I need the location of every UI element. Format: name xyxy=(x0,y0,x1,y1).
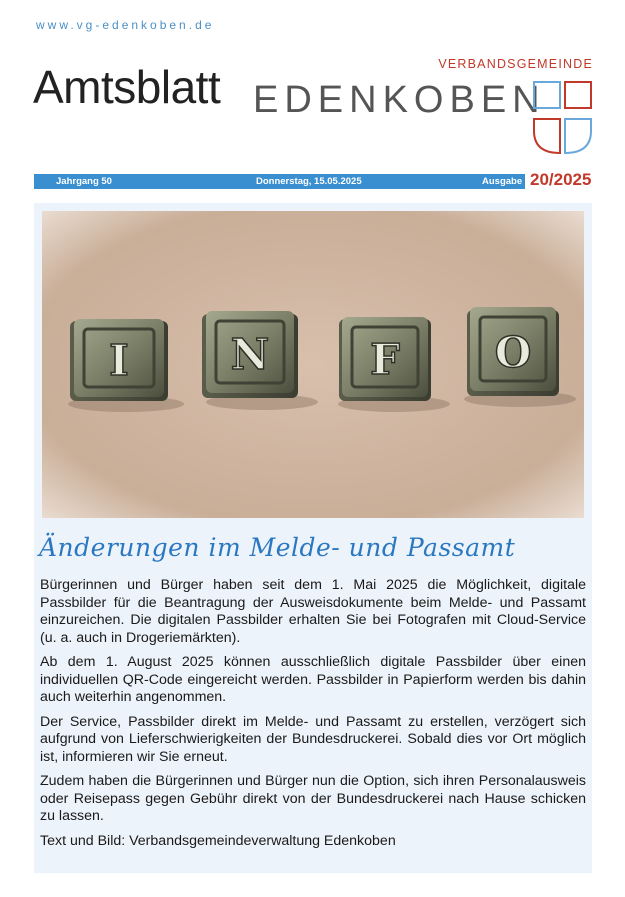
brand-subtitle: VERBANDSGEMEINDE xyxy=(438,57,593,71)
article-headline: Änderungen im Melde- und Passamt xyxy=(39,533,516,562)
coat-of-arms-icon xyxy=(533,81,593,155)
dice-letter-o: O xyxy=(494,328,532,377)
brand-logo xyxy=(253,55,593,155)
volume-label: Jahrgang 50 xyxy=(56,176,112,187)
issue-number: 20/2025 xyxy=(530,170,592,189)
website-link[interactable]: www.vg-edenkoben.de xyxy=(36,18,215,32)
article-body xyxy=(40,577,586,857)
info-dice-image xyxy=(42,211,584,518)
dice-letter-n: N xyxy=(230,330,270,379)
paragraph: Der Service, Passbilder direkt im Melde- und Passamt zu erstellen, verzögert sich aufgrund von Lieferschwierigkeiten der Bundesdruckerei. Sobald dies vor Ort möglich ist, informieren wir Sie erneut. xyxy=(40,713,586,765)
issue-date: Donnerstag, 15.05.2025 xyxy=(256,176,362,187)
article-credit: Text und Bild: Verbandsgemeindeverwaltung Edenkoben xyxy=(40,832,396,849)
page-title: Amtsblatt xyxy=(33,61,221,113)
paragraph: Bürgerinnen und Bürger haben seit dem 1. Mai 2025 die Möglichkeit, digitale Passbilder für die Beantragung der Ausweisdokumente beim Melde- und Passamt einzureichen. Die digitalen Passbilder erhalten Sie bei Fotografen mit Cloud-Service (u. a. auch in Drogeriemärkten). xyxy=(40,577,586,646)
paragraph: Zudem haben die Bürgerinnen und Bürger nun die Option, sich ihren Personalausweis oder Reisepass gegen Gebühr direkt von der Bundesdruckerei nach Hause schicken zu lassen. xyxy=(40,773,586,824)
dice-letter-f: F xyxy=(370,335,400,384)
issue-label: Ausgabe xyxy=(482,176,523,187)
paragraph: Ab dem 1. August 2025 können ausschließlich digitale Passbilder über einen individuellen QR-Code eingereicht werden. Passbilder in Papierform werden bis dahin auch weiterhin angenommen. xyxy=(40,654,586,705)
dice-letter-i: I xyxy=(109,336,129,385)
brand-name: EDENKOBEN xyxy=(253,79,546,121)
issue-info-bar xyxy=(34,174,525,189)
article-panel xyxy=(34,203,592,873)
